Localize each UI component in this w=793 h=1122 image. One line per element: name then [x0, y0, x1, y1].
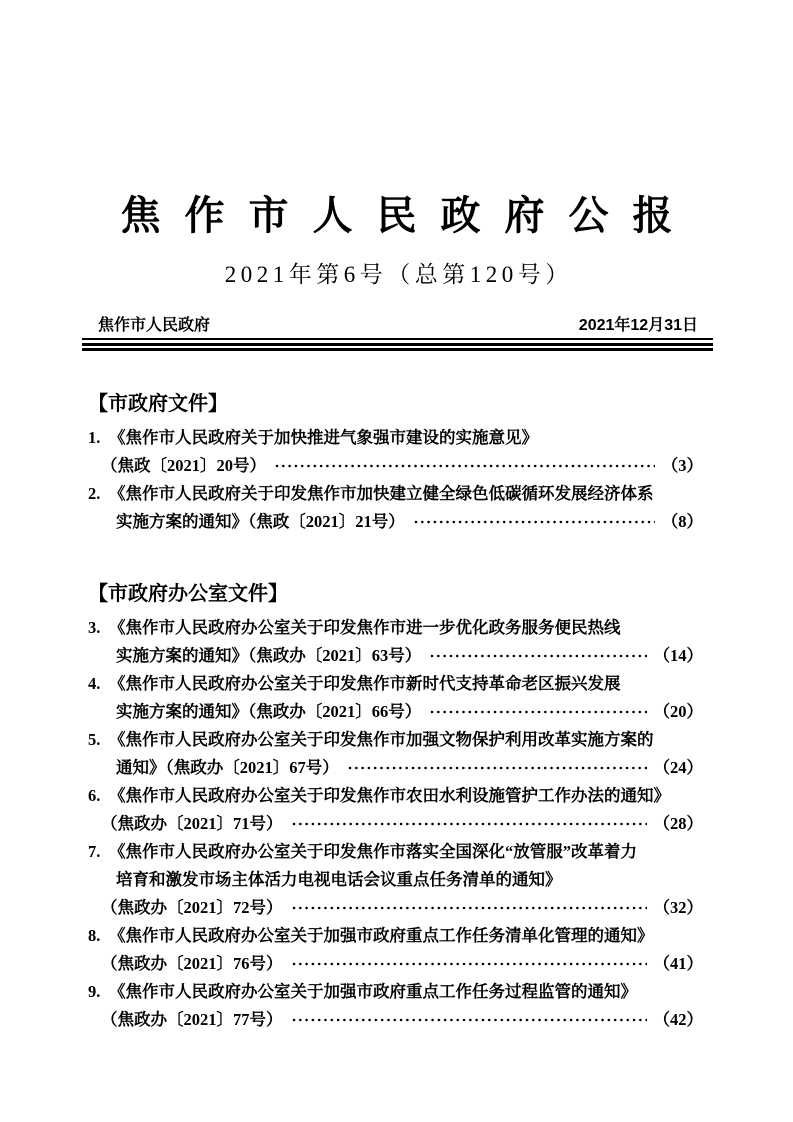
entry-text: 《焦作市人民政府办公室关于印发焦作市落实全国深化“放管服”改革着力	[109, 842, 637, 861]
dot-leader	[413, 508, 655, 536]
entry-line	[88, 642, 703, 670]
entry-text: 《焦作市人民政府办公室关于印发焦作市进一步优化政务服务便民热线	[109, 618, 621, 637]
entry-title-line	[88, 838, 703, 866]
entry-title-line	[88, 922, 703, 950]
page-number: （3）	[661, 456, 703, 475]
entry-title-line	[88, 424, 703, 452]
toc-entry	[88, 782, 703, 838]
entry-text: 通知》（焦政办〔2021〕67号）	[116, 758, 339, 777]
entry-text: 《焦作市人民政府办公室关于印发焦作市新时代支持革命老区振兴发展	[109, 674, 621, 693]
section-heading: 【市政府办公室文件】	[88, 583, 288, 605]
entry-title-line	[88, 978, 703, 1006]
dot-leader	[274, 452, 655, 480]
dot-leader	[291, 1006, 647, 1034]
dot-leader	[429, 698, 646, 726]
entry-number: 9.	[88, 982, 101, 1001]
entry-text: （焦政办〔2021〕76号）	[101, 954, 283, 973]
toc-entry	[88, 480, 703, 536]
entry-line	[88, 508, 703, 536]
entry-line	[88, 754, 703, 782]
page-number: （24）	[653, 758, 703, 777]
toc-entry	[88, 922, 703, 978]
dot-leader	[291, 950, 647, 978]
entry-text: 《焦作市人民政府关于印发焦作市加快建立健全绿色低碳循环发展经济体系	[109, 484, 654, 503]
table-of-contents	[88, 390, 703, 1034]
toc-entry	[88, 838, 703, 922]
entry-number: 5.	[88, 730, 101, 749]
entry-number: 4.	[88, 674, 101, 693]
entry-number: 3.	[88, 618, 101, 637]
entry-text: （焦政办〔2021〕77号）	[101, 1010, 283, 1029]
section-heading: 【市政府文件】	[88, 393, 228, 415]
toc-entry	[88, 726, 703, 782]
entry-line	[88, 866, 703, 894]
page-number: （41）	[653, 954, 703, 973]
entry-text: 《焦作市人民政府办公室关于加强市政府重点工作任务过程监管的通知》	[109, 982, 637, 1001]
entry-text: 实施方案的通知》（焦政〔2021〕21号）	[116, 512, 405, 531]
entry-line	[88, 698, 703, 726]
issue-line-text: 2021年第6号（总第120号）	[224, 262, 573, 287]
publisher-name: 焦作市人民政府	[98, 317, 211, 334]
entry-number: 2.	[88, 484, 101, 503]
entry-line	[88, 452, 703, 480]
entry-line	[88, 1006, 703, 1034]
masthead-rule-thin	[82, 338, 713, 340]
dot-leader	[291, 810, 647, 838]
entry-number: 1.	[88, 428, 101, 447]
entry-line	[88, 810, 703, 838]
page-number: （20）	[653, 702, 703, 721]
entry-line	[88, 894, 703, 922]
entry-text: 培育和激发市场主体活力电视电话会议重点任务清单的通知》	[116, 870, 562, 889]
entry-text: 《焦作市人民政府办公室关于印发焦作市加强文物保护利用改革实施方案的	[109, 730, 654, 749]
toc-entry	[88, 614, 703, 670]
gazette-title	[0, 0, 793, 237]
masthead-rule-thick-top	[82, 343, 713, 346]
gazette-title-text: 焦作市人民政府公报	[120, 194, 697, 238]
entry-text: 实施方案的通知》（焦政办〔2021〕63号）	[116, 646, 422, 665]
entry-title-line	[88, 782, 703, 810]
entry-line	[88, 950, 703, 978]
entry-text: 实施方案的通知》（焦政办〔2021〕66号）	[116, 702, 422, 721]
page-number: （14）	[653, 646, 703, 665]
entry-title-line	[88, 480, 703, 508]
entry-title-line	[88, 670, 703, 698]
entry-title-line	[88, 614, 703, 642]
entry-text: 《焦作市人民政府办公室关于加强市政府重点工作任务清单化管理的通知》	[109, 926, 654, 945]
entry-text: （焦政办〔2021〕71号）	[101, 814, 283, 833]
entry-text: （焦政〔2021〕20号）	[101, 456, 266, 475]
masthead-bar	[98, 315, 698, 336]
entry-number: 6.	[88, 786, 101, 805]
page-number: （32）	[653, 898, 703, 917]
entry-number: 7.	[88, 842, 101, 861]
entry-text: 《焦作市人民政府关于加快推进气象强市建设的实施意见》	[109, 428, 538, 447]
entry-title-line	[88, 726, 703, 754]
toc-entry	[88, 978, 703, 1034]
page-number: （28）	[653, 814, 703, 833]
entry-number: 8.	[88, 926, 101, 945]
page-number: （42）	[653, 1010, 703, 1029]
entry-text: （焦政办〔2021〕72号）	[101, 898, 283, 917]
entry-text: 《焦作市人民政府办公室关于印发焦作市农田水利设施管护工作办法的通知》	[109, 786, 670, 805]
issue-line	[0, 260, 793, 290]
dot-leader	[429, 642, 646, 670]
dot-leader	[347, 754, 647, 782]
masthead-rule-thick-bottom	[82, 348, 713, 351]
page-number: （8）	[661, 512, 703, 531]
dot-leader	[291, 894, 647, 922]
publication-date: 2021年12月31日	[578, 317, 698, 334]
toc-entry	[88, 424, 703, 480]
toc-entry	[88, 670, 703, 726]
